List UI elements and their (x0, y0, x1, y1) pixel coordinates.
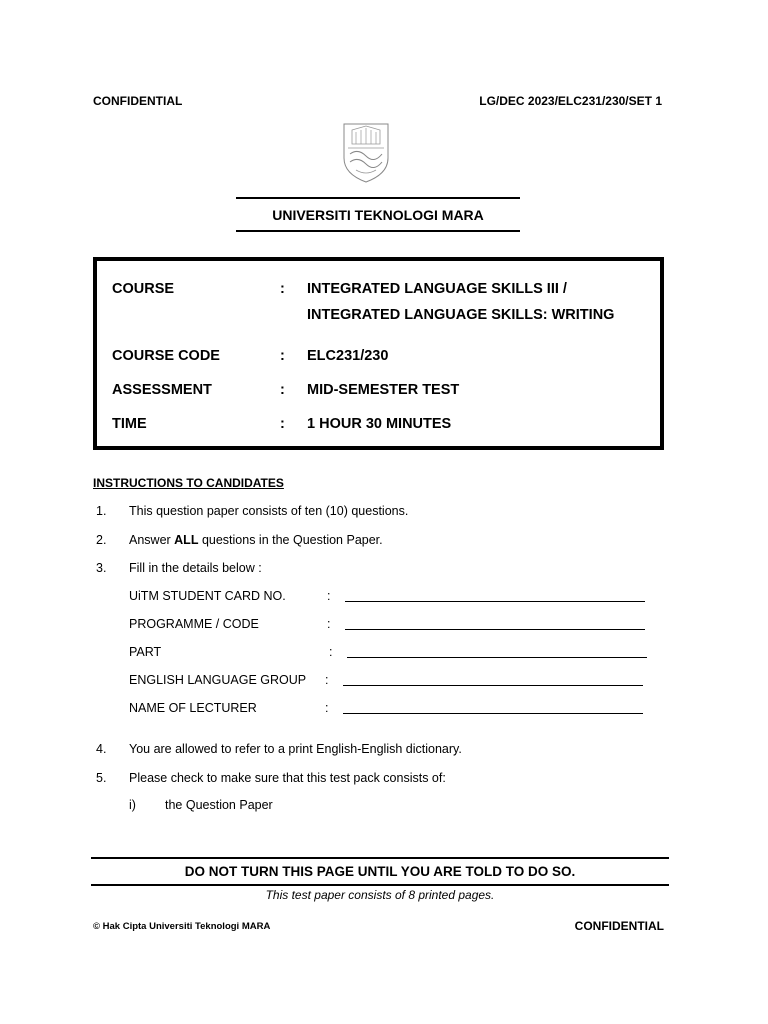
student-card-label: UiTM STUDENT CARD NO. (129, 589, 286, 603)
instruction-text: Please check to make sure that this test pack consists of: (129, 771, 446, 785)
english-group-blank[interactable] (343, 685, 643, 686)
time-value: 1 HOUR 30 MINUTES (307, 416, 452, 432)
field-colon: : (327, 617, 331, 631)
instruction-text-part: questions in the Question Paper. (198, 533, 383, 547)
assessment-colon: : (280, 382, 285, 398)
course-value-line2: INTEGRATED LANGUAGE SKILLS: WRITING (307, 307, 615, 323)
warning-top-rule (91, 857, 669, 859)
course-info-box (93, 257, 664, 450)
pages-note: This test paper consists of 8 printed pages. (265, 888, 495, 902)
uitm-crest-icon (340, 118, 392, 184)
part-label: PART (129, 645, 162, 659)
field-colon: : (329, 645, 333, 659)
instruction-text: This question paper consists of ten (10) questions. (129, 504, 409, 518)
instruction-number: 4. (96, 742, 107, 756)
instruction-emphasis: ALL (174, 533, 199, 547)
instruction-text (129, 533, 383, 547)
time-label: TIME (112, 416, 147, 432)
programme-code-label: PROGRAMME / CODE (129, 617, 259, 631)
english-group-label: ENGLISH LANGUAGE GROUP (129, 673, 307, 687)
header-confidential: CONFIDENTIAL (93, 94, 183, 108)
university-bottom-rule (236, 230, 520, 232)
part-blank[interactable] (347, 657, 647, 658)
instructions-title: INSTRUCTIONS TO CANDIDATES (93, 476, 284, 490)
course-value: INTEGRATED LANGUAGE SKILLS III / (307, 281, 567, 297)
university-top-rule (236, 197, 520, 199)
instruction-text-part: Answer (129, 533, 175, 547)
university-name: UNIVERSITI TEKNOLOGI MARA (272, 207, 484, 223)
assessment-label: ASSESSMENT (112, 382, 212, 398)
header-reference-code: LG/DEC 2023/ELC231/230/SET 1 (479, 94, 662, 108)
time-colon: : (280, 416, 285, 432)
footer-confidential: CONFIDENTIAL (574, 919, 664, 933)
lecturer-name-blank[interactable] (343, 713, 643, 714)
student-card-blank[interactable] (345, 601, 645, 602)
instruction-number: 2. (96, 533, 107, 547)
course-code-label: COURSE CODE (112, 348, 220, 364)
footer-copyright: © Hak Cipta Universiti Teknologi MARA (93, 921, 271, 932)
course-label: COURSE (112, 281, 175, 297)
instruction-text: Fill in the details below : (129, 561, 262, 575)
lecturer-name-label: NAME OF LECTURER (129, 701, 257, 715)
warning-text: DO NOT TURN THIS PAGE UNTIL YOU ARE TOLD TO DO SO. (184, 864, 576, 879)
instruction-number: 3. (96, 561, 107, 575)
programme-code-blank[interactable] (345, 629, 645, 630)
field-colon: : (327, 589, 331, 603)
course-colon: : (280, 281, 285, 297)
assessment-value: MID-SEMESTER TEST (307, 382, 460, 398)
sub-item-number: i) (129, 798, 136, 812)
sub-item-text: the Question Paper (165, 798, 273, 812)
instruction-text: You are allowed to refer to a print English-English dictionary. (129, 742, 462, 756)
instruction-number: 1. (96, 504, 107, 518)
field-colon: : (325, 673, 329, 687)
course-code-value: ELC231/230 (307, 348, 389, 364)
warning-bottom-rule (91, 884, 669, 886)
instruction-number: 5. (96, 771, 107, 785)
field-colon: : (325, 701, 329, 715)
course-code-colon: : (280, 348, 285, 364)
